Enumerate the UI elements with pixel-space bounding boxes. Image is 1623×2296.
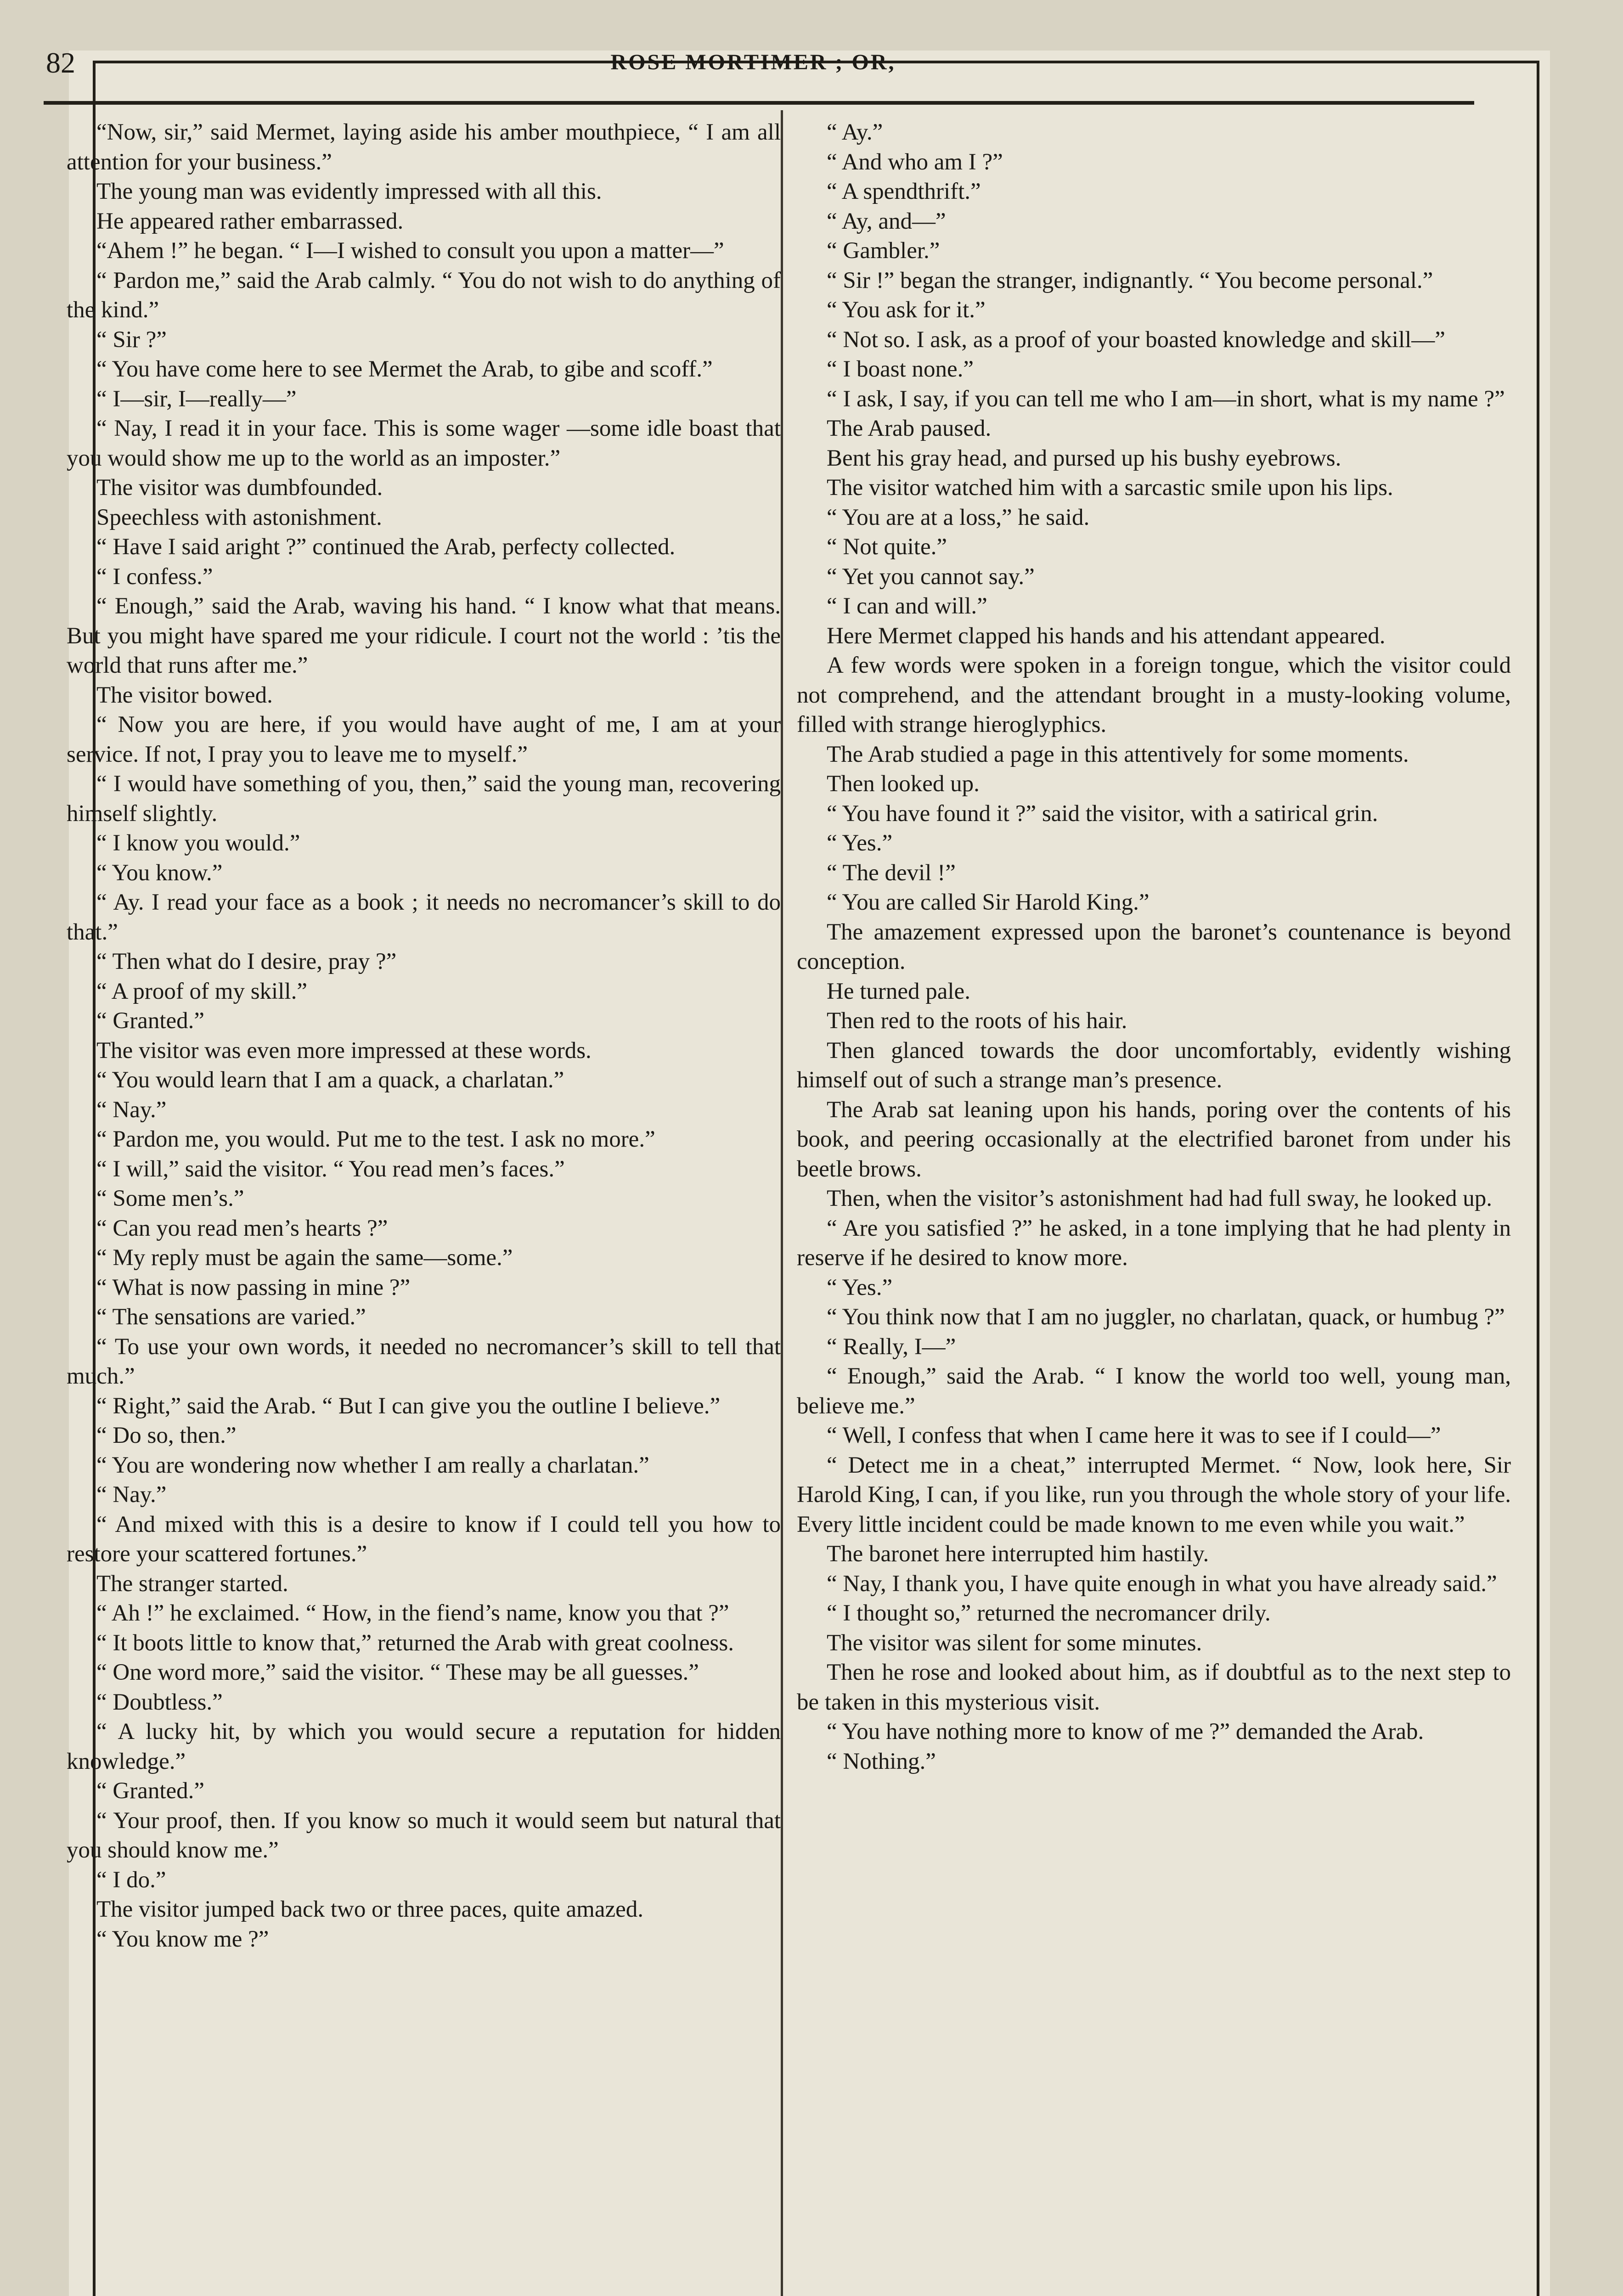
paragraph: The baronet here interrupted him hastily. — [827, 1541, 1209, 1567]
page-header — [46, 28, 1460, 101]
paragraph: “ A proof of my skill.” — [96, 978, 307, 1004]
paragraph: “ The sensations are varied.” — [96, 1304, 366, 1330]
paragraph: “ Well, I confess that when I came here it was to see if I could—” — [827, 1423, 1441, 1448]
paragraph: “ You would learn that I am a quack, a charlatan.” — [96, 1067, 564, 1093]
paragraph: “ And mixed with this is a desire to know if I could tell you how to restore your scattered fortunes.” — [67, 1511, 781, 1567]
paragraph: Then he rose and looked about him, as if doubtful as to the next step to be taken in this mysterious visit. — [797, 1660, 1511, 1715]
paragraph: “ My reply must be again the same—some.” — [96, 1245, 513, 1271]
paragraph: “ You have nothing more to know of me ?” demanded the Arab. — [827, 1719, 1424, 1745]
paragraph: “ A lucky hit, by which you would secure a reputation for hidden knowledge.” — [67, 1719, 781, 1774]
paragraph: “ Nay.” — [96, 1097, 167, 1123]
paragraph: “ Nothing.” — [827, 1748, 936, 1774]
paragraph: “ Some men’s.” — [96, 1186, 244, 1211]
paragraph: “ One word more,” said the visitor. “ These may be all guesses.” — [96, 1660, 699, 1685]
paragraph: “ It boots little to know that,” returned the Arab with great coolness. — [96, 1630, 734, 1656]
paragraph: “ I confess.” — [96, 563, 213, 590]
paragraph: “ Can you read men’s hearts ?” — [96, 1215, 388, 1241]
paragraph: Here Mermet clapped his hands and his attendant appeared. — [827, 623, 1386, 649]
paragraph: Then red to the roots of his hair. — [827, 1008, 1127, 1034]
paragraph: “ You are at a loss,” he said. — [827, 504, 1090, 530]
paragraph: The stranger started. — [96, 1570, 288, 1597]
paragraph: “ Have I said aright ?” continued the Arab, perfecty collected. — [96, 534, 676, 560]
paragraph: “ What is now passing in mine ?” — [96, 1274, 411, 1300]
paragraph: “ Then what do I desire, pray ?” — [96, 949, 397, 974]
paragraph: “ I can and will.” — [827, 593, 987, 619]
paragraph: The Arab studied a page in this attentively for some moments. — [827, 741, 1409, 767]
paragraph: “ Detect me in a cheat,” interrupted Mermet. “ Now, look here, Sir Harold King, I can, if you like, run you through the whole story of your life. Every little incident could be made known to me even while you wait.” — [797, 1452, 1511, 1537]
paragraph: “ Sir ?” — [96, 326, 167, 353]
paragraph: Speechless with astonishment. — [96, 504, 382, 530]
paragraph: “ Yes.” — [827, 830, 893, 856]
paragraph: “ Ay. I read your face as a book ; it needs no necromancer’s skill to do that.” — [67, 889, 781, 945]
paragraph: “ Do so, then.” — [96, 1423, 237, 1448]
paragraph: “ Are you satisfied ?” he asked, in a tone implying that he had plenty in reserve if he desired to know more. — [797, 1215, 1511, 1271]
paragraph: The Arab sat leaning upon his hands, poring over the contents of his book, and peering occasionally at the electrified baronet from under his beetle brows. — [797, 1097, 1511, 1182]
paragraph: “ Yes.” — [827, 1274, 893, 1300]
paragraph: “ Now you are here, if you would have aught of me, I am at your service. If not, I pray you to leave me to myself.” — [67, 712, 781, 767]
paragraph: “Now, sir,” said Mermet, laying aside his amber mouthpiece, “ I am all attention for your business.” — [67, 119, 781, 175]
paragraph: “ Granted.” — [96, 1008, 205, 1034]
paragraph: “ Gambler.” — [827, 238, 940, 264]
paragraph: Then looked up. — [827, 771, 980, 797]
paragraph: “ Sir !” began the stranger, indignantly. “ You become personal.” — [827, 267, 1433, 293]
paragraph: “ You have found it ?” said the visitor, with a satirical grin. — [827, 800, 1378, 827]
paragraph: “ Ah !” he exclaimed. “ How, in the fiend’s name, know you that ?” — [96, 1600, 729, 1626]
paragraph: The young man was evidently impressed with all this. — [96, 179, 602, 204]
paragraph: “Ahem !” he began. “ I—I wished to consult you upon a matter—” — [96, 238, 724, 264]
paragraph: “ You are called Sir Harold King.” — [827, 889, 1150, 915]
paragraph: “ I ask, I say, if you can tell me who I am—in short, what is my name ?” — [827, 386, 1505, 412]
paragraph: “ Doubtless.” — [96, 1689, 223, 1715]
running-title: ROSE MORTIMER ; OR, — [610, 50, 896, 74]
paragraph: Bent his gray head, and pursed up his bushy eyebrows. — [827, 445, 1341, 471]
paragraph: “ Ay, and—” — [827, 208, 946, 234]
paragraph: A few words were spoken in a foreign tongue, which the visitor could not comprehend, and the attendant brought in a musty-looking volume, filled with strange hieroglyphics. — [797, 653, 1511, 737]
paragraph: He turned pale. — [827, 978, 970, 1004]
paragraph: “ Yet you cannot say.” — [827, 563, 1035, 590]
paragraph: “ Granted.” — [96, 1778, 205, 1804]
paragraph: “ You have come here to see Mermet the Arab, to gibe and scoff.” — [96, 356, 713, 382]
header-rule — [44, 101, 1474, 105]
paragraph: “ The devil !” — [827, 860, 956, 886]
paragraph: The Arab paused. — [827, 416, 992, 441]
column-divider — [781, 110, 783, 2296]
paragraph: “ You think now that I am no juggler, no charlatan, quack, or humbug ?” — [827, 1304, 1505, 1330]
paragraph: The visitor watched him with a sarcastic smile upon his lips. — [827, 475, 1393, 501]
paragraph: “ Not quite.” — [827, 534, 947, 560]
paragraph: “ Ay.” — [827, 119, 883, 145]
paragraph: “ Enough,” said the Arab. “ I know the world too well, young man, believe me.” — [797, 1363, 1511, 1419]
paragraph: “ Pardon me, you would. Put me to the test. I ask no more.” — [96, 1126, 655, 1152]
paragraph: “ You know.” — [96, 860, 223, 886]
paragraph: “ I know you would.” — [96, 830, 300, 856]
paragraph: “ I would have something of you, then,” said the young man, recovering himself slightly. — [67, 771, 781, 827]
paragraph: “ I do.” — [96, 1867, 166, 1893]
paragraph: “ I will,” said the visitor. “ You read men’s faces.” — [96, 1156, 565, 1182]
paragraph: “ You ask for it.” — [827, 297, 986, 323]
paragraph: “ Not so. I ask, as a proof of your boasted knowledge and skill—” — [827, 326, 1445, 353]
paragraph: The visitor was dumbfounded. — [96, 475, 383, 501]
paragraph: “ Nay, I thank you, I have quite enough in what you have already said.” — [827, 1570, 1497, 1597]
paragraph: Then, when the visitor’s astonishment had had full sway, he looked up. — [827, 1186, 1492, 1211]
paragraph: He appeared rather embarrassed. — [96, 208, 404, 234]
paragraph: “ Your proof, then. If you know so much it would seem but natural that you should know me.” — [67, 1807, 781, 1863]
paragraph: Then glanced towards the door uncomfortably, evidently wishing himself out of such a strange man’s presence. — [797, 1037, 1511, 1093]
paragraph: “ Nay, I read it in your face. This is some wager —some idle boast that you would show me up to the world as an imposter.” — [67, 416, 781, 471]
paragraph: The visitor bowed. — [96, 682, 273, 708]
paragraph: The visitor was silent for some minutes. — [827, 1630, 1202, 1656]
paragraph: The amazement expressed upon the baronet’s countenance is beyond conception. — [797, 919, 1511, 974]
paragraph: “ I—sir, I—really—” — [96, 386, 297, 412]
paragraph: “ I thought so,” returned the necromancer drily. — [827, 1600, 1271, 1626]
page-number: 82 — [46, 46, 75, 79]
paragraph: “ And who am I ?” — [827, 149, 1003, 175]
paragraph: “ Nay.” — [96, 1482, 167, 1508]
paragraph: “ You know me ?” — [96, 1926, 269, 1952]
paragraph: The visitor jumped back two or three paces, quite amazed. — [96, 1896, 643, 1922]
left-column — [67, 118, 781, 2296]
paragraph: “ Enough,” said the Arab, waving his hand. “ I know what that means. But you might have spared me your ridicule. I court not the world : ’tis the world that runs after me.” — [67, 593, 781, 678]
paragraph: The visitor was even more impressed at these words. — [96, 1037, 592, 1064]
right-column — [797, 118, 1511, 2296]
paragraph: “ You are wondering now whether I am really a charlatan.” — [96, 1452, 649, 1478]
paragraph: “ Right,” said the Arab. “ But I can give you the outline I believe.” — [96, 1393, 721, 1419]
paragraph: “ A spendthrift.” — [827, 179, 981, 204]
paragraph: “ Pardon me,” said the Arab calmly. “ You do not wish to do anything of the kind.” — [67, 267, 781, 323]
paragraph: “ Really, I—” — [827, 1334, 956, 1360]
paragraph: “ To use your own words, it needed no necromancer’s skill to tell that much.” — [67, 1334, 781, 1389]
paragraph: “ I boast none.” — [827, 356, 974, 382]
